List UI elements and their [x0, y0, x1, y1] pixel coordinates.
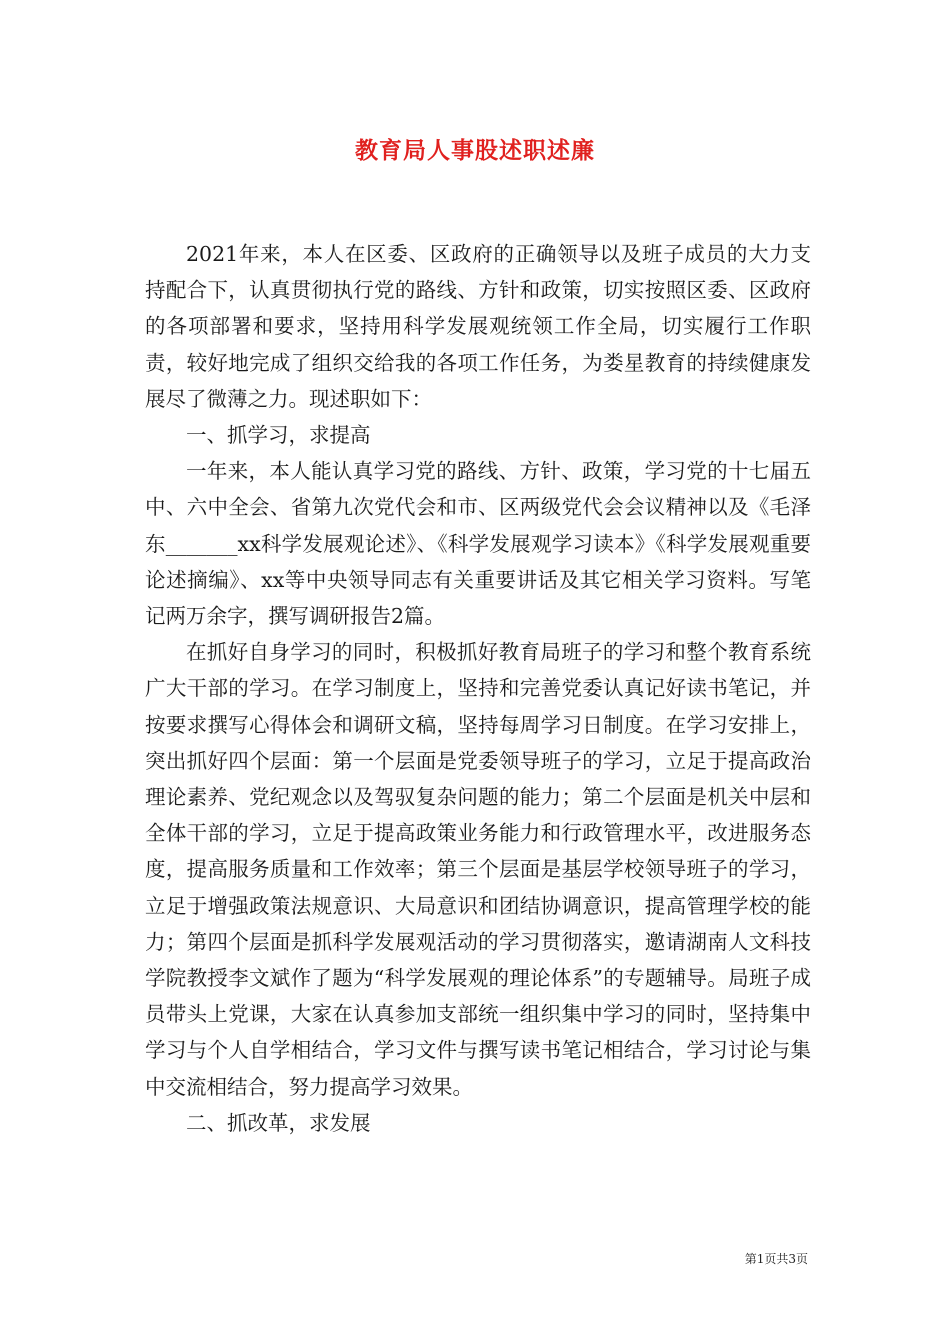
- document-body: [145, 236, 811, 1141]
- document-title: 教育局人事股述职述廉: [355, 137, 595, 164]
- section-heading-1: 一、抓学习，求提高: [186, 423, 371, 448]
- paragraph-study-team: 在抓好自身学习的同时，积极抓好教育局班子的学习和整个教育系统广大干部的学习。在学习制度上，坚持和完善党委认真记好读书笔记，并按要求撰写心得体会和调研文稿，坚持每周学习日制度。在学习安排上，突出抓好四个层面：第一个层面是党委领导班子的学习，立足于提高政治理论素养、党纪观念以及驾驭复杂问题的能力；第二个层面是机关中层和全体干部的学习，立足于提高政策业务能力和行政管理水平，改进服务态度，提高服务质量和工作效率；第三个层面是基层学校领导班子的学习，立足于增强政策法规意识、大局意识和团结协调意识，提高管理学校的能力；第四个层面是抓科学发展观活动的学习贯彻落实，邀请湖南人文科技学院教授李文斌作了题为“科学发展观的理论体系”的专题辅导。局班子成员带头上党课，大家在认真参加支部统一组织集中学习的同时，坚持集中学习与个人自学相结合，学习文件与撰写读书笔记相结合，学习讨论与集中交流相结合，努力提高学习效果。: [145, 640, 811, 1099]
- section-heading-2: 二、抓改革，求发展: [186, 1110, 371, 1135]
- paragraph-intro: 2021年来，本人在区委、区政府的正确领导以及班子成员的大力支持配合下，认真贯彻执行党的路线、方针和政策，切实按照区委、区政府的各项部署和要求，坚持用科学发展观统领工作全局，切实履行工作职责，较好地完成了组织交给我的各项工作任务，为娄星教育的持续健康发展尽了微薄之力。现述职如下：: [145, 242, 811, 411]
- page-footer: 第1页共3页: [744, 1252, 808, 1266]
- paragraph-study-self: 一年来，本人能认真学习党的路线、方针、政策，学习党的十七届五中、六中全会、省第九次党代会和市、区两级党代会会议精神以及《毛泽东_______xx科学发展观论述》、《科学发展观学习读本》《科学发展观重要论述摘编》、xx等中央领导同志有关重要讲话及其它相关学习资料。写笔记两万余字，撰写调研报告2篇。: [145, 459, 811, 629]
